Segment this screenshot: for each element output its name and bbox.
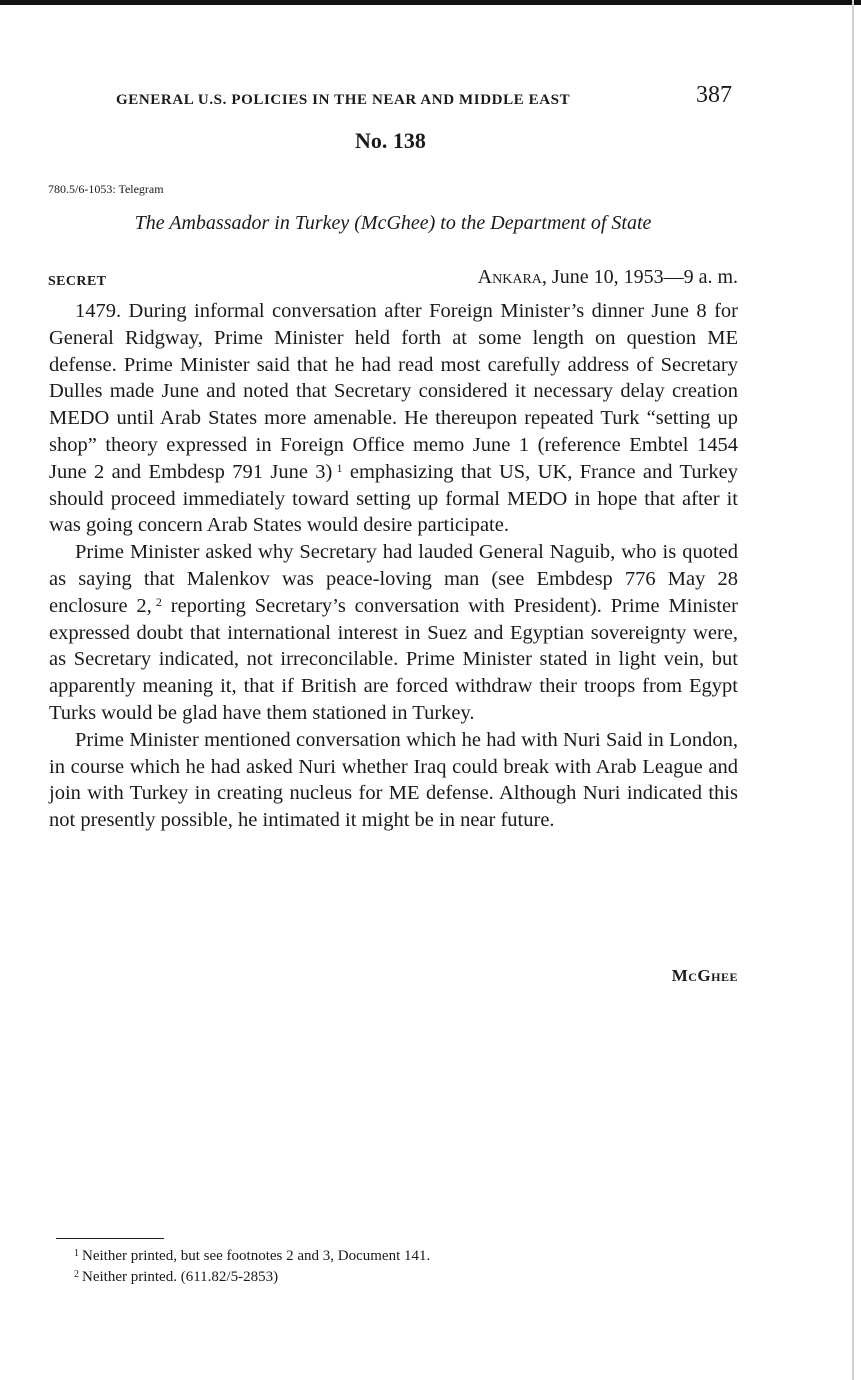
footnote-1 — [74, 1246, 734, 1267]
telegram-body — [49, 298, 738, 834]
body-paragraph-1 — [49, 298, 738, 539]
document-title: The Ambassador in Turkey (McGhee) to the Department of State — [134, 212, 652, 234]
document-number: No. 138 — [355, 128, 426, 153]
file-reference: 780.5/6-1053: Telegram — [48, 182, 164, 196]
classification-label: SECRET — [48, 274, 107, 289]
footnote-1-marker: 1 — [74, 1248, 79, 1259]
paragraph-1-text-b: emphasizing that US, UK, France and Turkey should proceed immediately toward setting up formal MEDO in hope that after it was going concern Arab States would desire participate. — [49, 460, 738, 537]
dateline-date: June 10, 1953—9 a. m. — [551, 266, 738, 288]
running-header-title: GENERAL U.S. POLICIES IN THE NEAR AND MIDDLE EAST — [116, 92, 571, 108]
footnote-ref-2: 2 — [155, 594, 162, 609]
page-right-edge — [852, 0, 854, 1380]
footnote-2-text: Neither printed. (611.82/5-2853) — [82, 1269, 279, 1285]
dateline — [478, 266, 738, 289]
paragraph-2-text-a: Prime Minister asked why Secretary had lauded General Naguib, who is quoted as saying that Malenkov was peace-loving man (see Embdesp 776 May 28 enclosure 2, — [49, 541, 738, 617]
footnote-2-marker: 2 — [74, 1269, 79, 1280]
footnote-divider — [56, 1238, 164, 1239]
footnote-1-text: Neither printed, but see footnotes 2 and 3, Document 141. — [82, 1248, 431, 1264]
footnote-ref-1: 1 — [336, 460, 343, 475]
signature: McGhee — [671, 966, 738, 985]
footnotes — [74, 1246, 734, 1288]
page-number: 387 — [696, 82, 732, 108]
dateline-place: Ankara, — [477, 266, 547, 288]
body-paragraph-3: Prime Minister mentioned conversation which he had with Nuri Said in London, in course which he had asked Nuri whether Iraq could break with Arab League and join with Turkey in creating nucleus for ME defense. Although Nuri indicated this not presently possible, he intimated it might be in near future. — [49, 728, 738, 832]
page-top-edge — [0, 0, 861, 5]
paragraph-1-text-a: 1479. During informal conversation after Foreign Minister’s dinner June 8 for General Ridgway, Prime Minister held forth at some length on question ME defense. Prime Minister said that he had read most carefully address of Secretary Dulles made June and noted that Secretary considered it necessary delay creation MEDO until Arab States more amenable. He thereupon repeated Turk “setting up shop” theory expressed in Foreign Office memo June 1 (reference Embtel 1454 June 2 and Embdesp 791 June 3) — [49, 300, 738, 483]
running-header — [116, 82, 736, 116]
footnote-2 — [74, 1267, 734, 1288]
body-paragraph-2 — [49, 539, 738, 727]
paragraph-2-text-b: reporting Secretary’s conversation with President). Prime Minister expressed doubt that international interest in Suez and Egyptian sovereignty were, as Secretary indicated, not irreconcilable. Prime Minister stated in light vein, but apparently meaning it, that if British are forced withdraw their troops from Egypt Turks would be glad have them stationed in Turkey. — [49, 594, 738, 724]
